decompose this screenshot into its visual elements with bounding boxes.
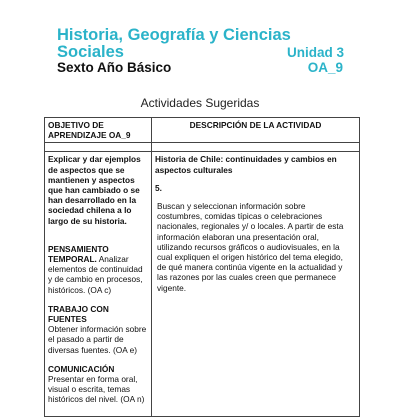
doc-title-line1: Historia, Geografía y Ciencias (57, 26, 291, 44)
table-row (45, 152, 360, 416)
activity-title: Historia de Chile: continuidades y cambios en aspectos culturales (155, 154, 337, 175)
activities-table (44, 117, 360, 417)
skill-label: TRABAJO CON FUENTES (48, 303, 109, 325)
skill-text: Obtener información sobre el pasado a partir de diversas fuentes. (OA e) (48, 324, 147, 355)
activity-cell (152, 152, 360, 416)
skill-sources (48, 304, 148, 355)
skill-text: Analizar elementos de continuidad y de cambio en procesos, históricos. (OA c) (48, 254, 143, 295)
skill-temporal (48, 244, 148, 295)
skill-label: PENSAMIENTO TEMPORAL. (48, 243, 109, 265)
objective-cell (45, 152, 152, 416)
objective-text: Explicar y dar ejemplos de aspectos que se mantienen y aspectos que han cambiado o se han desarrollado en la sociedad chilena a lo largo de su historia. (48, 154, 141, 226)
skill-text: Presentar en forma oral, visual o escrita, temas históricos del nivel. (OA n) (48, 374, 145, 405)
activity-number: 5. (155, 182, 162, 193)
header-gap-row (45, 143, 360, 152)
skill-label: COMUNICACIÓN (48, 363, 115, 374)
unit-label: Unidad 3 (286, 45, 344, 60)
oa-code: OA_9 (307, 60, 343, 75)
section-title: Actividades Sugeridas (140, 96, 260, 110)
activity-text: Buscan y seleccionan información sobre costumbres, comidas típicas o celebraciones nacionales, regionales y/ o locales. A partir de esta información elaboran una presentación oral, utilizando recursos gráficos o audiovisuales, en la cual expliquen el origen histórico del tema elegido, de qué manera continúa vigente en la actualidad y las razones por las cuales creen que permanece vigente. (157, 201, 344, 293)
col2-header: DESCRIPCIÓN DE LA ACTIVIDAD (152, 118, 360, 143)
grade-label: Sexto Año Básico (57, 60, 172, 75)
col1-header-line2: APRENDIZAJE OA_9 (48, 130, 131, 141)
skill-communication (48, 364, 148, 405)
doc-title-line2: Sociales (57, 43, 124, 61)
col1-header (45, 118, 152, 143)
table-header-row (45, 118, 360, 143)
col1-header-line1: OBJETIVO DE (48, 120, 104, 130)
